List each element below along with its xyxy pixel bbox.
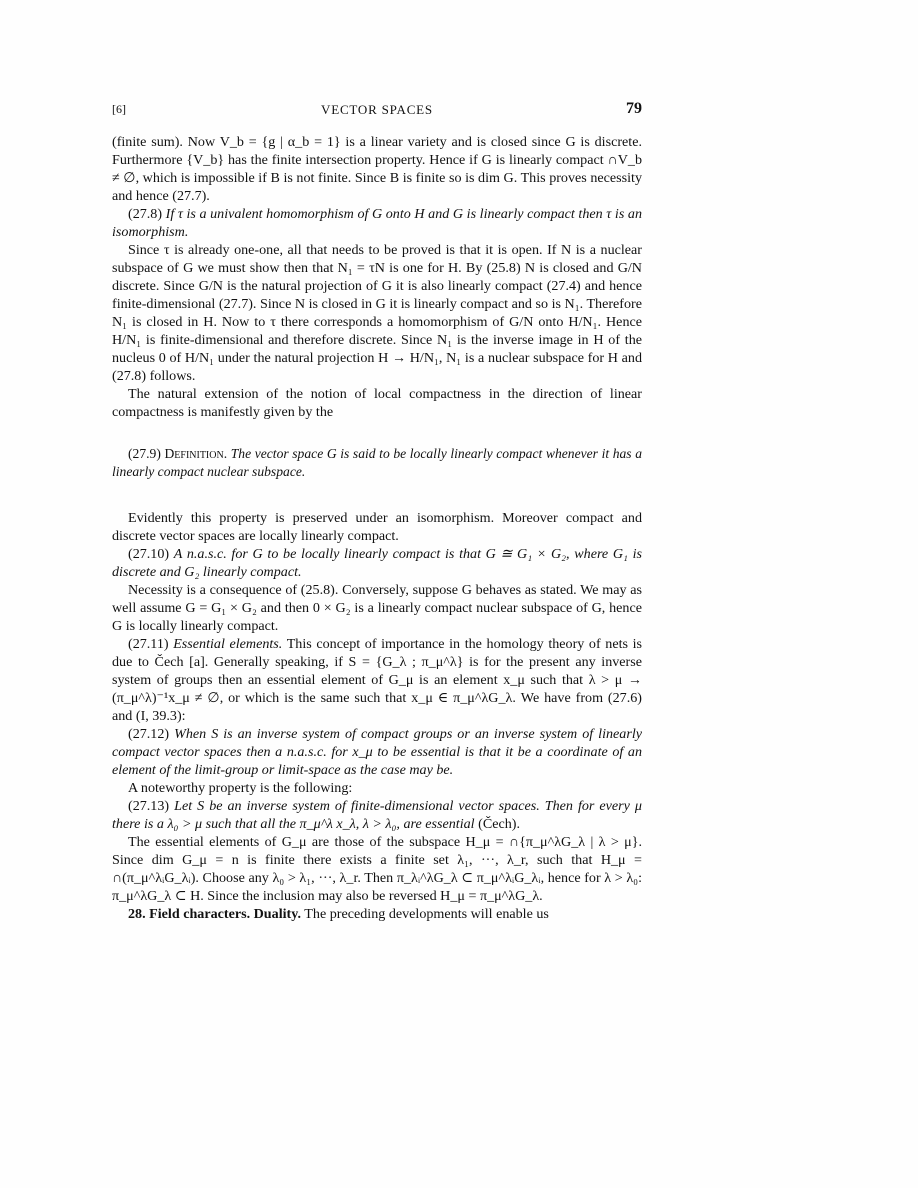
section-27-11 [112,635,642,725]
section-label: Essential elements. [173,636,283,652]
theorem-27-12 [112,725,642,779]
theorem-statement: When S is an inverse system of compact groups or an inverse system of linearly compact vector spaces then a n.a.s.c. for x_μ to be essential is that it be a coordinate of an element of the limit-group or limit-space as the case may be. [112,726,642,778]
section-heading: 28. Field characters. Duality. [128,906,302,922]
paragraph: (finite sum). Now V_b = {g | α_b = 1} is a linear variety and is closed since G is discrete. Furthermore {V_b} has the finite intersection property. Hence if G is linearly compact ∩V_b ≠ ∅, which is impossible if B is not finite. Since B is finite so is dim G. This proves necessity and hence (27.7). [112,134,642,204]
definition-label: Definition. [164,446,228,461]
theorem-statement: Let S be an inverse system of finite-dimensional vector spaces. Then for every μ there is a λ₀ > μ such that all the π_μ^λ x_λ, λ > λ₀, are essential [112,798,642,832]
paragraph: The natural extension of the notion of local compactness in the direction of linear compactness is manifestly given by the [112,386,642,420]
spacer [112,421,642,445]
theorem-27-13 [112,797,642,833]
running-title: VECTOR SPACES [321,102,433,117]
body-text [112,133,642,923]
section-text: This concept of importance in the homology theory of nets is due to Čech [a]. Generally speaking, if S = {G_λ ; π_μ^λ} is for the present any inverse system of groups then an essential element of G_μ is an element x_μ such that λ > μ → (π_μ^λ)⁻¹x_μ ≠ ∅, or which is the same such that x_μ ∈ π_μ^λG_λ. We have from (27.6) and (I, 39.3): [112,636,643,724]
theorem-27-8 [112,205,642,241]
section-28 [112,905,642,923]
theorem-statement: If τ is a univalent homomorphism of G onto H and G is linearly compact then τ is an isomorphism. [112,206,642,240]
section-number: (27.11) [128,636,169,652]
paragraph: Necessity is a consequence of (25.8). Conversely, suppose G behaves as stated. We may as well assume G = G₁ × G₂ and then 0 × G₂ is a linearly compact nuclear subspace of G, hence G is locally linearly compact. [112,582,642,634]
theorem-number: (27.8) [128,206,163,222]
running-header [112,100,642,120]
theorem-27-10 [112,545,642,581]
definition-number: (27.9) [128,446,161,461]
section-text: The preceding developments will enable us [304,906,549,922]
paragraph: Since τ is already one-one, all that needs to be proved is that it is open. If N is a nuclear subspace of G we must show then that N₁ = τN is one for H. By (25.8) N is closed and G/N discrete. Since G/N is the natural projection of G it is also linearly compact (27.4) and hence finite-dimensional (27.7). Since N is closed in G it is linearly compact and so is N₁. Therefore N₁ is closed in H. Now to τ there corresponds a homomorphism of G/N onto H/N₁. Hence H/N₁ is finite-dimensional and therefore discrete. Since N₁ is the inverse image in H of the nucleus 0 of H/N₁ under the natural projection H → H/N₁, N₁ is a nuclear subspace for H and (27.8) follows. [112,242,642,384]
theorem-number: (27.10) [128,546,170,562]
page-number: 79 [626,100,642,117]
definition-27-9 [112,445,642,481]
theorem-statement: A n.a.s.c. for G to be locally linearly compact is that G ≅ G₁ × G₂, where G₁ is discrete and G₂ linearly compact. [112,546,642,580]
section-marker: [6] [112,102,126,116]
paragraph: Evidently this property is preserved under an isomorphism. Moreover compact and discrete vector spaces are locally linearly compact. [112,510,642,544]
paragraph: A noteworthy property is the following: [128,780,353,796]
definition-statement: The vector space G is said to be locally linearly compact whenever it has a linearly compact nuclear subspace. [112,446,642,479]
theorem-number: (27.13) [128,798,170,814]
spacer [112,481,642,509]
paragraph: The essential elements of G_μ are those of the subspace H_μ = ∩{π_μ^λG_λ | λ > μ}. Since dim G_μ = n is finite there exists a finite set λ₁, ···, λ_r, such that H_μ = ∩(π_μ^λᵢG_λᵢ). Choose any λ₀ > λ₁, ···, λ_r. Then π_λᵢ^λG_λ ⊂ π_μ^λᵢG_λᵢ, hence for λ > λ₀: π_μ^λG_λ ⊂ H. Since the inclusion may also be reversed H_μ = π_μ^λG_λ. [112,834,642,904]
theorem-number: (27.12) [128,726,170,742]
theorem-attribution: (Čech). [478,816,520,832]
